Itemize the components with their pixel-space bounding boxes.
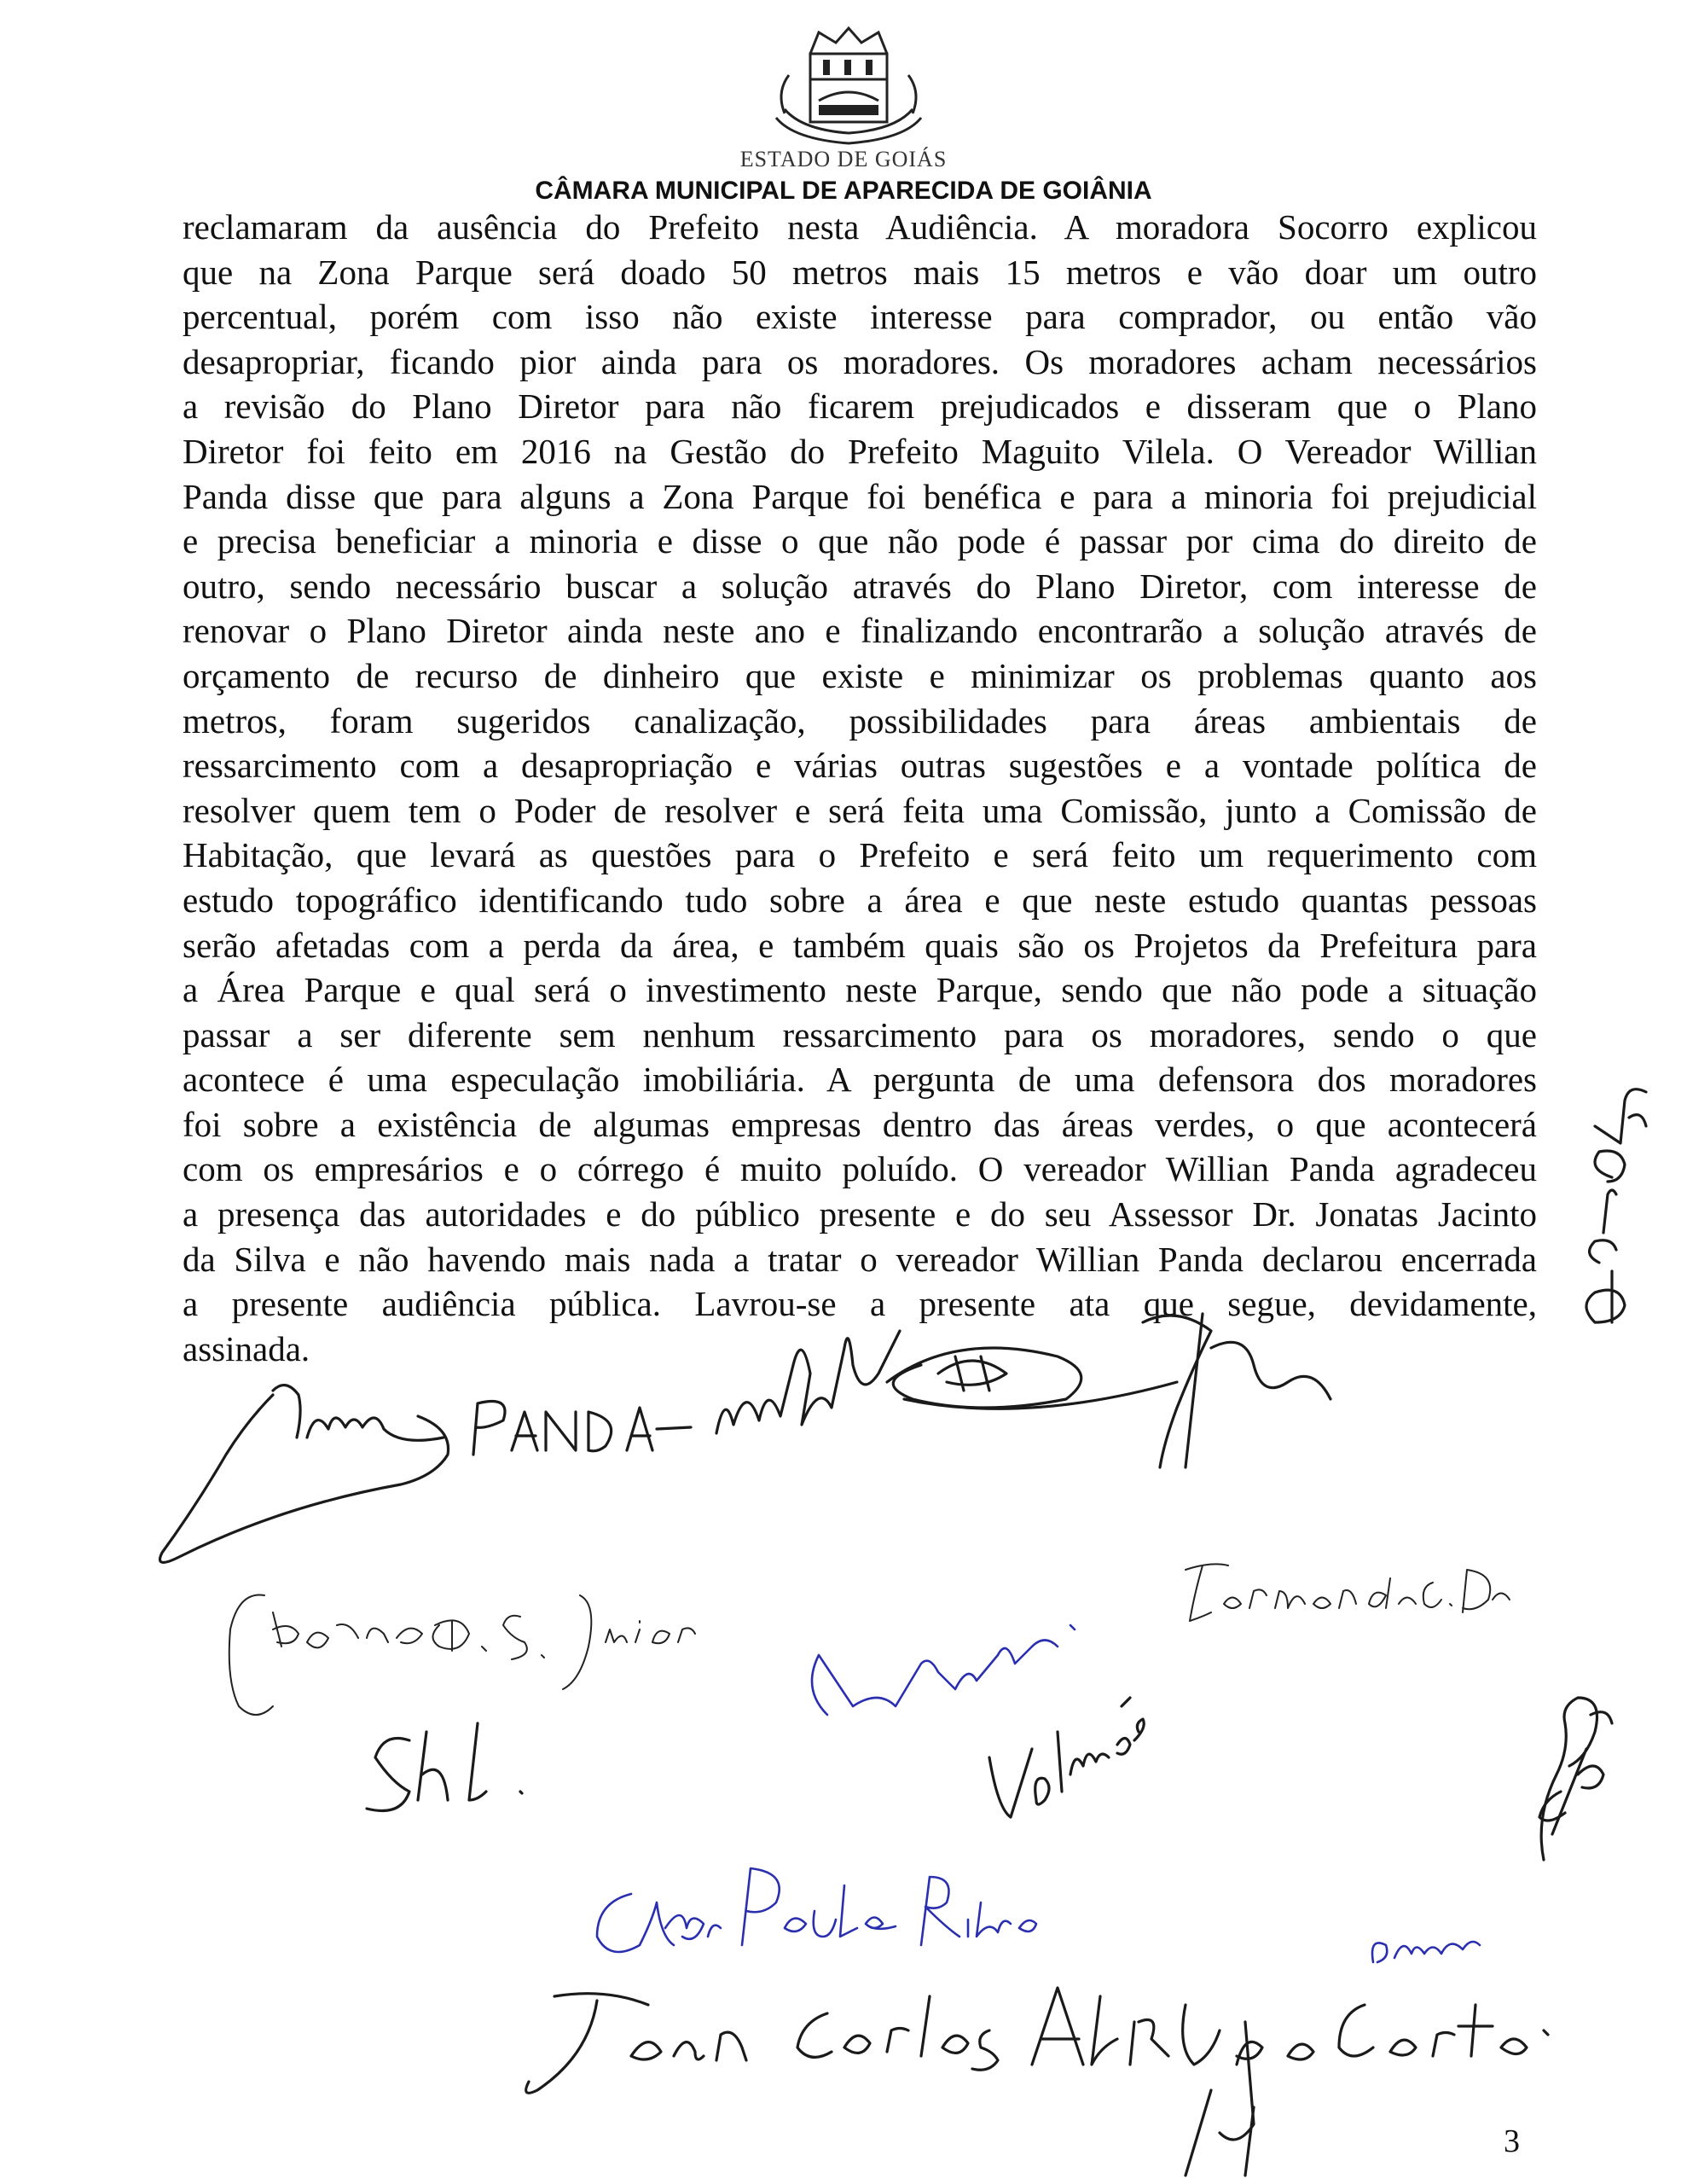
- signature-right-vertical: [1510, 1664, 1629, 1877]
- text-line: reclamaram da ausência do Prefeito nesta Audiência. A moradora Socorro explicou: [183, 207, 1537, 247]
- text-line: orçamento de recurso de dinheiro que existe e minimizar os problemas quanto aos: [183, 655, 1537, 695]
- text-line: a Área Parque e qual será o investimento neste Parque, sendo que não pode a situação: [183, 970, 1537, 1010]
- text-line: renovar o Plano Diretor ainda neste ano e finalizando encontrarão a solução através de: [183, 611, 1537, 651]
- text-line: desapropriar, ficando pior ainda para os moradores. Os moradores acham necessários: [183, 341, 1537, 381]
- text-line: da Silva e não havendo mais nada a tratar o vereador Willian Panda declarou encerrada: [183, 1239, 1537, 1279]
- signature-valmes: [972, 1647, 1160, 1843]
- signature-jean-carlos: [503, 1954, 1612, 2184]
- chamber-name: CÂMARA MUNICIPAL DE APARECIDA DE GOIÂNIA: [535, 177, 1152, 205]
- text-line: percentual, porém com isso não existe interesse para comprador, ou então vão: [183, 297, 1537, 337]
- text-line: e precisa beneficiar a minoria e disse o que não pode é passar por cima do direito de: [183, 521, 1537, 561]
- signature-jpl: [350, 1706, 554, 1826]
- text-line: Diretor foi feito em 2016 na Gestão do Prefeito Maguito Vilela. O Vereador Willian: [183, 431, 1537, 471]
- text-line: resolver quem tem o Poder de resolver e será feita uma Comissão, junto a Comissão de: [183, 790, 1537, 830]
- signature-fernanda: [1160, 1544, 1518, 1647]
- text-line: estudo topográfico identificando tudo sobre a área e que neste estudo quantas pessoas: [183, 880, 1537, 920]
- municipal-crest-icon: [759, 24, 938, 152]
- text-line: metros, foram sugeridos canalização, possibilidades para áreas ambientais de: [183, 700, 1537, 741]
- text-line: serão afetadas com a perda da área, e também quais são os Projetos da Prefeitura para: [183, 925, 1537, 965]
- text-line: com os empresários e o córrego é muito poluído. O vereador Willian Panda agradeceu: [183, 1149, 1537, 1189]
- text-line: assinada.: [183, 1328, 310, 1368]
- text-line: a presente audiência pública. Lavrou-se a presente ata que segue, devidamente,: [183, 1284, 1537, 1324]
- signature-center: [699, 1297, 1348, 1484]
- text-line: Habitação, que levará as questões para o Prefeito e será feito um requerimento com: [183, 835, 1537, 875]
- state-name: ESTADO DE GOIÁS: [739, 147, 948, 171]
- text-line: a presença das autoridades e do público presente e do seu Assessor Dr. Jonatas Jacinto: [183, 1194, 1537, 1234]
- text-line: que na Zona Parque será doado 50 metros mais 15 metros e vão doar um outro: [183, 252, 1537, 292]
- text-line: a revisão do Plano Diretor para não ficarem prejudicados e disseram que o Plano: [183, 386, 1537, 427]
- signature-paulo-victor: [1561, 1066, 1672, 1339]
- text-line: Panda disse que para alguns a Zona Parque foi benéfica e para a minoria foi prejudicial: [183, 476, 1537, 516]
- minutes-body: [183, 205, 1537, 1371]
- text-line: outro, sendo necessário buscar a solução através do Plano Diretor, com interesse de: [183, 566, 1537, 606]
- text-line: passar a ser diferente sem nenhum ressarcimento para os moradores, sendo o que: [183, 1014, 1537, 1054]
- signature-panda: [145, 1327, 793, 1574]
- text-line: ressarcimento com a desapropriação e várias outras sugestões e a vontade política de: [183, 746, 1537, 786]
- text-line: acontece é uma especulação imobiliária. A pergunta de uma defensora dos moradores: [183, 1060, 1537, 1100]
- text-line: foi sobre a existência de algumas empresas dentro das áreas verdes, o que acontecerá: [183, 1104, 1537, 1144]
- page-number: 3: [1504, 2123, 1520, 2159]
